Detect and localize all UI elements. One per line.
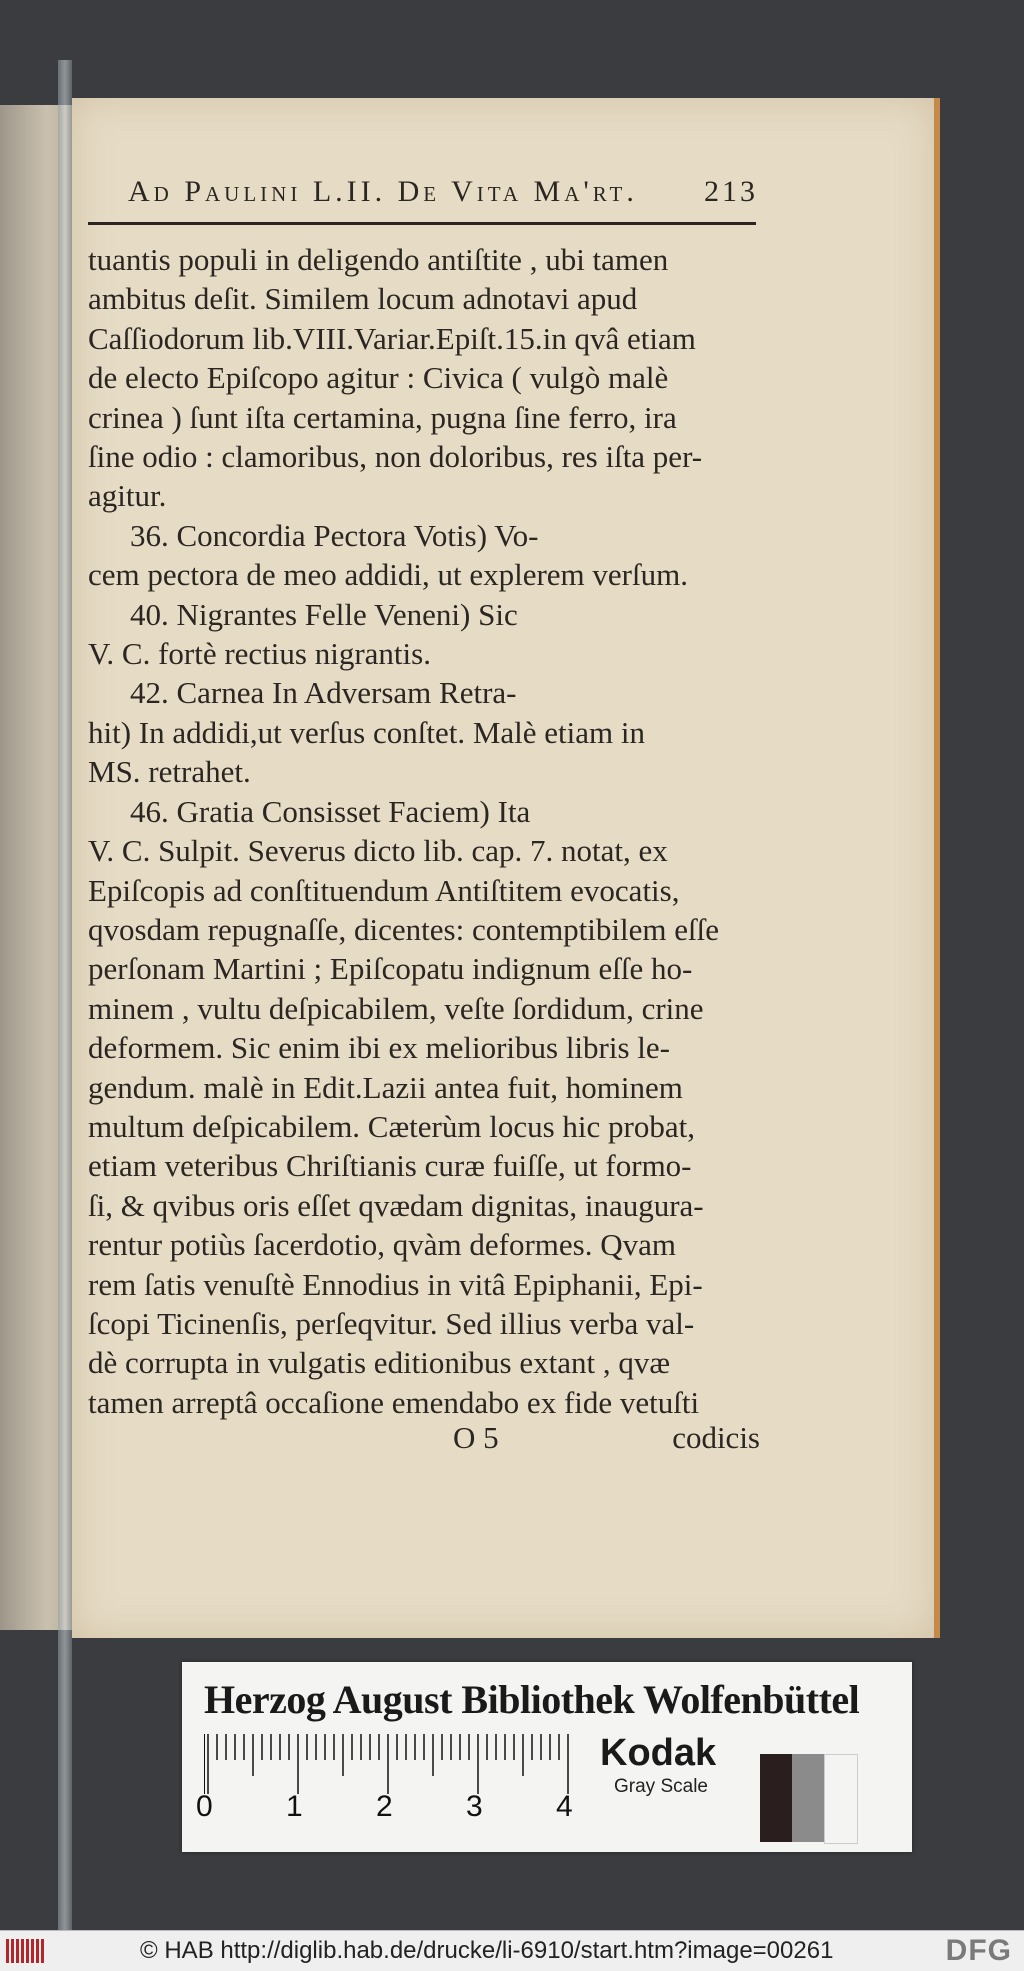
gray-scale-label: Gray Scale <box>614 1776 708 1797</box>
ruler-number-0: 0 <box>196 1790 213 1823</box>
text-line: ſi, & qvibus oris eſſet qvædam dignitas, inaugura- <box>88 1187 704 1223</box>
running-head-title: Ad Paulini L.II. De Vita Ma'rt. <box>128 175 638 208</box>
kodak-logo: Kodak <box>600 1732 717 1774</box>
text-line: ſine odio : clamoribus, non doloribus, res iſta per- <box>88 439 703 475</box>
text-line: cem pectora de meo addidi, ut explerem verſum. <box>88 557 688 593</box>
text-line: 46. Gratia Consisset Faciem) Ita <box>130 793 531 829</box>
ruler-number-3: 3 <box>466 1790 483 1823</box>
text-line: ambitus deſit. Similem locum adnotavi apud <box>88 281 638 317</box>
text-line: ſcopi Ticinenſis, perſeqvitur. Sed illius verba val- <box>88 1305 695 1341</box>
book-gutter <box>58 60 72 1930</box>
text-line: Epiſcopis ad conſtituendum Antiſtitem evocatis, <box>88 872 680 908</box>
text-line: multum deſpicabilem. Cæterùm locus hic probat, <box>88 1108 695 1144</box>
text-line: de electo Epiſcopo agitur : Civica ( vulgò malè <box>88 360 669 396</box>
gray-swatches <box>760 1754 858 1842</box>
viewer-footer-bar <box>0 1930 1024 1971</box>
ruler-number-4: 4 <box>556 1790 573 1823</box>
text-line: dè corrupta in vulgatis editionibus extant , qvæ <box>88 1345 671 1381</box>
swatch-black <box>760 1754 792 1842</box>
running-head <box>128 175 758 209</box>
color-reference-card <box>182 1662 912 1852</box>
text-line: Caſſiodorum lib.VIII.Variar.Epiſt.15.in qvâ etiam <box>88 320 696 356</box>
header-rule <box>88 222 756 225</box>
text-line: deformem. Sic enim ibi ex melioribus libris le- <box>88 1030 670 1066</box>
page-number: 213 <box>704 175 758 208</box>
institution-name: Herzog August Bibliothek Wolfenbüttel <box>204 1677 860 1722</box>
measuring-ruler <box>204 1734 574 1794</box>
text-line: hit) In addidi,ut verſus conſtet. Malè etiam in <box>88 714 646 750</box>
text-line: crinea ) ſunt iſta certamina, pugna ſine ferro, ira <box>88 399 677 435</box>
catchword: codicis <box>672 1420 760 1455</box>
text-line: agitur. <box>88 478 167 514</box>
text-line: V. C. fortè rectius nigrantis. <box>88 636 431 672</box>
dfg-logo: DFG <box>945 1934 1012 1967</box>
text-line: MS. retrahet. <box>88 754 251 790</box>
ruler-number-1: 1 <box>286 1790 303 1823</box>
page-body-text <box>88 240 760 1422</box>
text-line: 36. Concordia Pectora Votis) Vo- <box>130 517 539 553</box>
text-line: rentur potiùs ſacerdotio, qvàm deformes. Qvam <box>88 1227 676 1263</box>
text-line: tuantis populi in deligendo antiſtite , ubi tamen <box>88 242 669 277</box>
text-line: minem , vultu deſpicabilem, veſte ſordidum, crine <box>88 990 704 1026</box>
text-line: rem ſatis venuſtè Ennodius in vitâ Epiphanii, Epi- <box>88 1266 703 1302</box>
text-line: qvosdam repugnaſſe, dicentes: contemptibilem eſſe <box>88 911 720 947</box>
hab-logo-icon <box>6 1939 50 1963</box>
text-line: perſonam Martini ; Epiſcopatu indignum eſſe ho- <box>88 951 693 987</box>
text-line: 40. Nigrantes Felle Veneni) Sic <box>130 596 518 632</box>
text-line: V. C. Sulpit. Severus dicto lib. cap. 7. notat, ex <box>88 833 668 869</box>
swatch-white <box>824 1754 858 1844</box>
signature-mark: O 5 <box>453 1420 499 1455</box>
swatch-gray <box>792 1754 824 1842</box>
text-line: 42. Carnea In Adversam Retra- <box>130 675 517 711</box>
text-line: gendum. malè in Edit.Lazii antea fuit, hominem <box>88 1069 683 1105</box>
ruler-number-2: 2 <box>376 1790 393 1823</box>
text-line: tamen arreptâ occaſione emendabo ex fide vetuſti <box>88 1384 700 1420</box>
source-url[interactable]: © HAB http://diglib.hab.de/drucke/li-6910/start.htm?image=00261 <box>140 1937 834 1964</box>
text-line: etiam veteribus Chriſtianis curæ fuiſſe, ut formo- <box>88 1148 692 1184</box>
